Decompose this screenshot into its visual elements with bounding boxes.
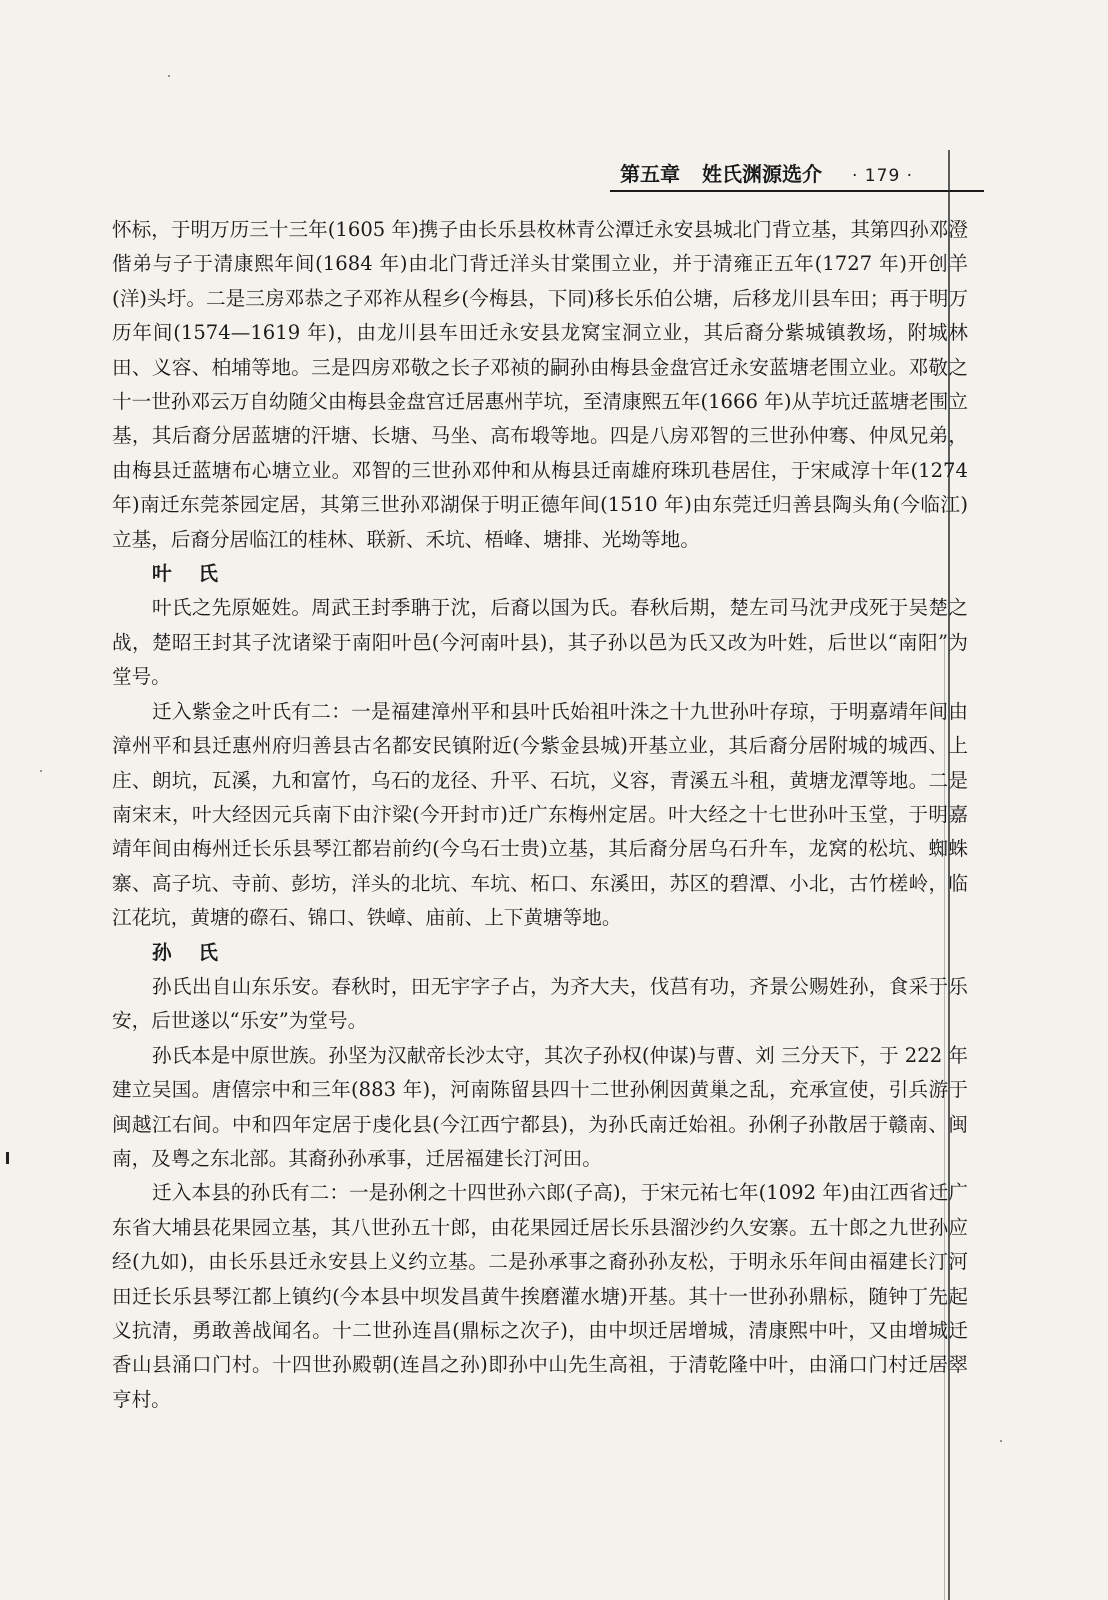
paragraph: 迁入紫金之叶氏有二：一是福建漳州平和县叶氏始祖叶洙之十九世孙叶存琼，于明嘉靖年间由漳州平和县迁惠州府归善县古名都安民镇附近(今紫金县城)开基立业，其后裔分居附城的城西、上庄、朗坑，瓦溪，九和富竹，乌石的龙径、升平、石坑，义容，青溪五斗租，黄塘龙潭等地。二是南宋末，叶大经因元兵南下由汴梁(今开封市)迁广东梅州定居。叶大经之十七世孙叶玉堂，于明嘉靖年间由梅州迁长乐县琴江都岩前约(今乌石士贵)立基，其后裔分居乌石升车，龙窝的松坑、蜘蛛寨、高子坑、寺前、彭坊，洋头的北坑、车坑、柘口、东溪田，苏区的碧潭、小北，古竹槎岭，临江花坑，黄塘的磜石、锦口、铁嶂、庙前、上下黄塘等地。 xyxy=(112,699,968,930)
chapter-title: 姓氏渊源选介 xyxy=(702,162,822,186)
page-body xyxy=(112,213,968,1417)
scan-speck xyxy=(40,770,42,772)
section-heading-sun: 孙 氏 xyxy=(152,940,229,964)
scan-speck xyxy=(168,75,170,77)
running-header xyxy=(620,158,985,190)
paragraph: 孙氏本是中原世族。孙坚为汉献帝长沙太守，其次子孙权(仲谋)与曹、刘 三分天下，于 222 年建立吴国。唐僖宗中和三年(883 年)，河南陈留县四十二世孙俐因黄巢之乱，充承宣使，引兵游于闽越江右间。中和四年定居于虔化县(今江西宁都县)，为孙氏南迁始祖。孙俐子孙散居于赣南、闽南，及粤之东北部。其裔孙孙承事，迁居福建长汀河田。 xyxy=(112,1043,968,1170)
paragraph: 孙氏出自山东乐安。春秋时，田无宇字子占，为齐大夫，伐莒有功，齐景公赐姓孙，食采于乐安，后世遂以“乐安”为堂号。 xyxy=(112,974,968,1033)
scan-speck xyxy=(1000,1440,1002,1442)
paragraph: 迁入本县的孙氏有二：一是孙俐之十四世孙六郎(子高)，于宋元祐七年(1092 年)由江西省迁广东省大埔县花果园立基，其八世孙五十郎，由花果园迁居长乐县溜沙约久安寨。五十郎之九世孙应经(九如)，由长乐县迁永安县上义约立基。二是孙承事之裔孙孙友松，于明永乐年间由福建长汀河田迁长乐县琴江都上镇约(今本县中坝发昌黄牛挨磨灌水塘)开基。其十一世孙孙鼎标，随钟丁先起义抗清，勇敢善战闻名。十二世孙连昌(鼎标之次子)，由中坝迁居增城，清康熙中叶，又由增城迁香山县涌口门村。十四世孙殿朝(连昌之孙)即孙中山先生高祖，于清乾隆中叶，由涌口门村迁居翠亨村。 xyxy=(112,1181,968,1411)
scan-mark xyxy=(6,1152,9,1164)
page-number: · 179 · xyxy=(852,166,914,186)
section-heading-ye: 叶 氏 xyxy=(152,562,229,586)
paragraph: 叶氏之先原姬姓。周武王封季聃于沈，后裔以国为氏。春秋后期，楚左司马沈尹戌死于吴楚之战，楚昭王封其子沈诸梁于南阳叶邑(今河南叶县)，其子孙以邑为氏又改为叶姓，后世以“南阳”为堂号。 xyxy=(112,596,968,689)
chapter-label: 第五章 xyxy=(620,162,680,186)
paragraph: 怀标，于明万历三十三年(1605 年)携子由长乐县枚林青公潭迁永安县城北门背立基，其第四孙邓澄偕弟与子于清康熙年间(1684 年)由北门背迁洋头甘棠围立业，并于清雍正五年(1727 年)开创羊(洋)头圩。二是三房邓恭之子邓祚从程乡(今梅县，下同)移长乐伯公塘，后移龙川县车田；再于明万历年间(1574—1619 年)，由龙川县车田迁永安县龙窝宝洞立业，其后裔分紫城镇教场，附城林田、义容、柏埔等地。三是四房邓敬之长子邓祯的嗣孙由梅县金盘宫迁永安蓝塘老围立业。邓敬之十一世孙邓云万自幼随父由梅县金盘宫迁居惠州芋坑，至清康熙五年(1666 年)从芋坑迁蓝塘老围立基，其后裔分居蓝塘的汗塘、长塘、马坐、高布塅等地。四是八房邓智的三世孙仲骞、仲凤兄弟，由梅县迁蓝塘布心塘立业。邓智的三世孙邓仲和从梅县迁南雄府珠玑巷居住，于宋咸淳十年(1274 年)南迁东莞茶园定居，其第三世孙邓湖保于明正德年间(1510 年)由东莞迁归善县陶头角(今临江)立基，后裔分居临江的桂林、联新、禾坑、梧峰、塘排、光坳等地。 xyxy=(112,218,968,551)
header-rule xyxy=(610,190,984,192)
